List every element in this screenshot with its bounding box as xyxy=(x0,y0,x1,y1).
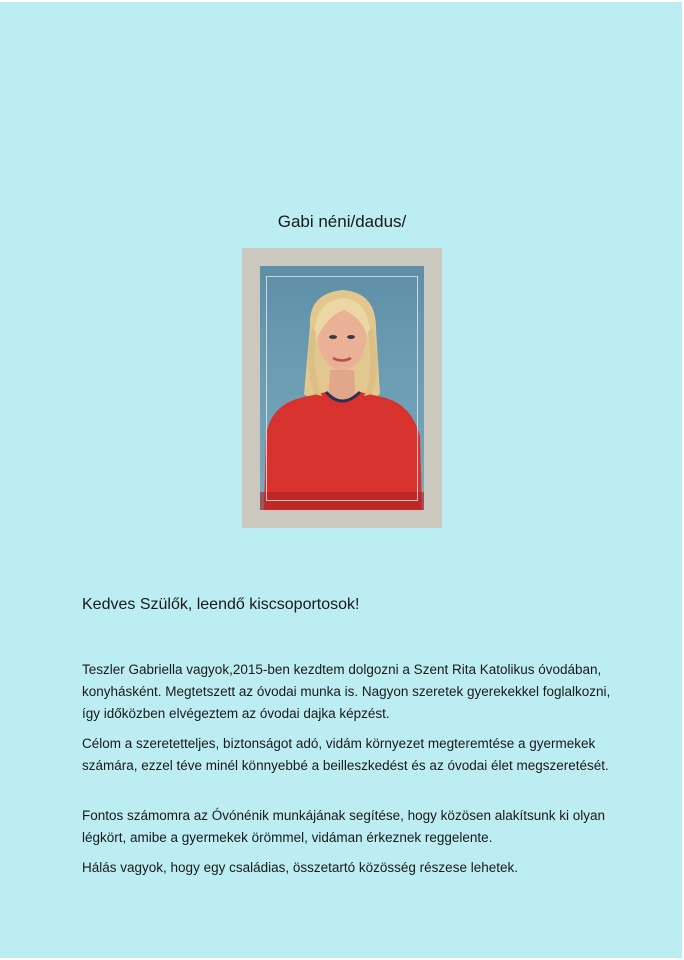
portrait-frame xyxy=(242,248,442,528)
portrait-photo xyxy=(260,266,424,510)
gratitude-paragraph: Hálás vagyok, hogy egy családias, összetartó közösség részese lehetek. xyxy=(82,860,518,875)
goal-paragraph: Célom a szeretetteljes, biztonságot adó, vidám környezet megteremtése a gyermekek számára, ezzel téve minél könnyebbé a beilleszkedést és az óvodai élet megszeretését. xyxy=(82,736,609,773)
greeting-heading: Kedves Szülők, leendő kiscsoportosok! xyxy=(82,596,360,613)
intro-paragraph: Teszler Gabriella vagyok,2015-ben kezdtem dolgozni a Szent Rita Katolikus óvodában, konyhásként. Megtetszett az óvodai munka is. Nagyon szeretek gyerekekkel foglalkozni, így időközben elvégeztem az óvodai dajka képzést. xyxy=(82,662,611,721)
photo-vignette xyxy=(260,492,424,510)
page-title: Gabi néni/dadus/ xyxy=(277,212,407,231)
left-eye xyxy=(329,335,337,339)
support-paragraph: Fontos számomra az Óvónénik munkájának segítése, hogy közösen alakítsunk ki olyan légkört, amibe a gyermekek örömmel, vidáman érkeznek reggelente. xyxy=(82,808,606,845)
portrait-illustration xyxy=(260,266,424,510)
right-eye xyxy=(347,335,355,339)
page xyxy=(0,2,682,958)
